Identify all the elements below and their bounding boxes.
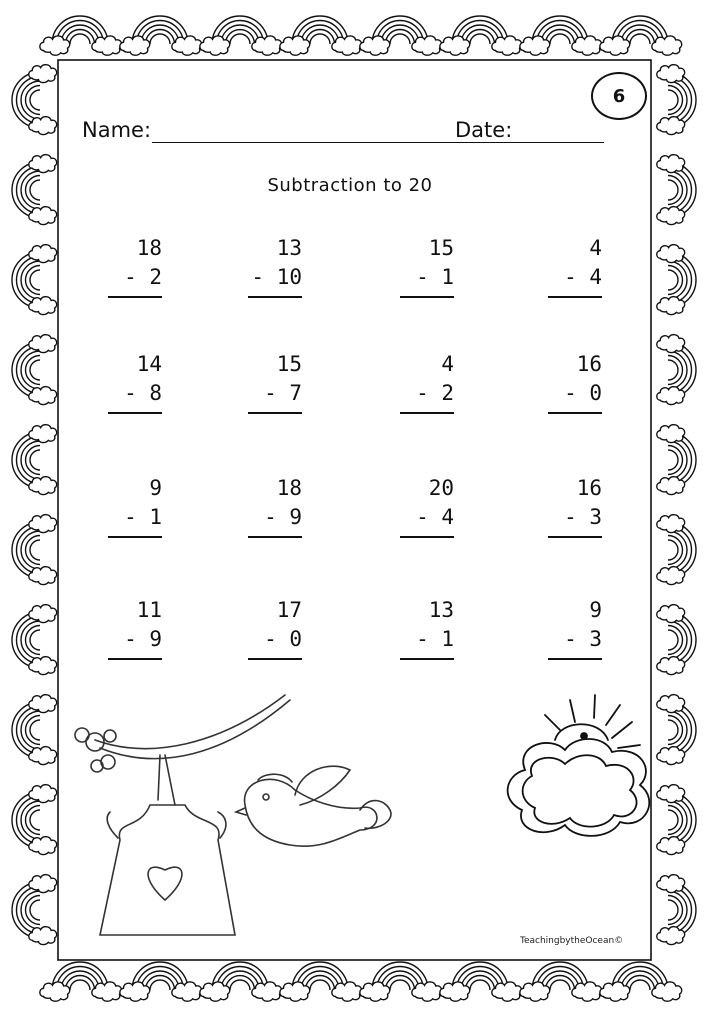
subtrahend: - 4 bbox=[416, 505, 454, 529]
sun-cloud-icon bbox=[508, 695, 650, 836]
subtrahend: - 7 bbox=[264, 381, 302, 405]
minuend: 20 bbox=[428, 476, 454, 500]
minuend: 14 bbox=[136, 352, 162, 376]
minuend: 9 bbox=[149, 476, 162, 500]
subtrahend: - 0 bbox=[564, 381, 602, 405]
minuend: 9 bbox=[589, 598, 602, 622]
minuend: 11 bbox=[136, 598, 162, 622]
subtrahend: - 1 bbox=[416, 627, 454, 651]
minuend: 16 bbox=[576, 476, 602, 500]
minuend: 15 bbox=[276, 352, 302, 376]
subtrahend: - 9 bbox=[124, 627, 162, 651]
minuend: 13 bbox=[276, 236, 302, 260]
minuend: 16 bbox=[576, 352, 602, 376]
subtrahend: - 1 bbox=[416, 265, 454, 289]
subtrahend: - 2 bbox=[416, 381, 454, 405]
minuend: 15 bbox=[428, 236, 454, 260]
birdhouse-branch-icon bbox=[75, 695, 290, 935]
subtrahend: - 3 bbox=[564, 627, 602, 651]
subtrahend: - 9 bbox=[264, 505, 302, 529]
subtrahend: - 0 bbox=[264, 627, 302, 651]
minuend: 4 bbox=[441, 352, 454, 376]
subtrahend: - 1 bbox=[124, 505, 162, 529]
date-label: Date: bbox=[455, 118, 513, 142]
minuend: 18 bbox=[276, 476, 302, 500]
subtrahend: - 4 bbox=[564, 265, 602, 289]
worksheet-title: Subtraction to 20 bbox=[267, 175, 433, 196]
page-number: 6 bbox=[612, 85, 626, 107]
subtrahend: - 10 bbox=[251, 265, 302, 289]
name-label: Name: bbox=[82, 118, 152, 142]
minuend: 13 bbox=[428, 598, 454, 622]
subtrahend: - 2 bbox=[124, 265, 162, 289]
minuend: 18 bbox=[136, 236, 162, 260]
subtrahend: - 3 bbox=[564, 505, 602, 529]
subtrahend: - 8 bbox=[124, 381, 162, 405]
footer-credit: TeachingbytheOcean© bbox=[520, 936, 624, 946]
minuend: 4 bbox=[589, 236, 602, 260]
bird-icon bbox=[236, 766, 391, 846]
minuend: 17 bbox=[276, 598, 302, 622]
